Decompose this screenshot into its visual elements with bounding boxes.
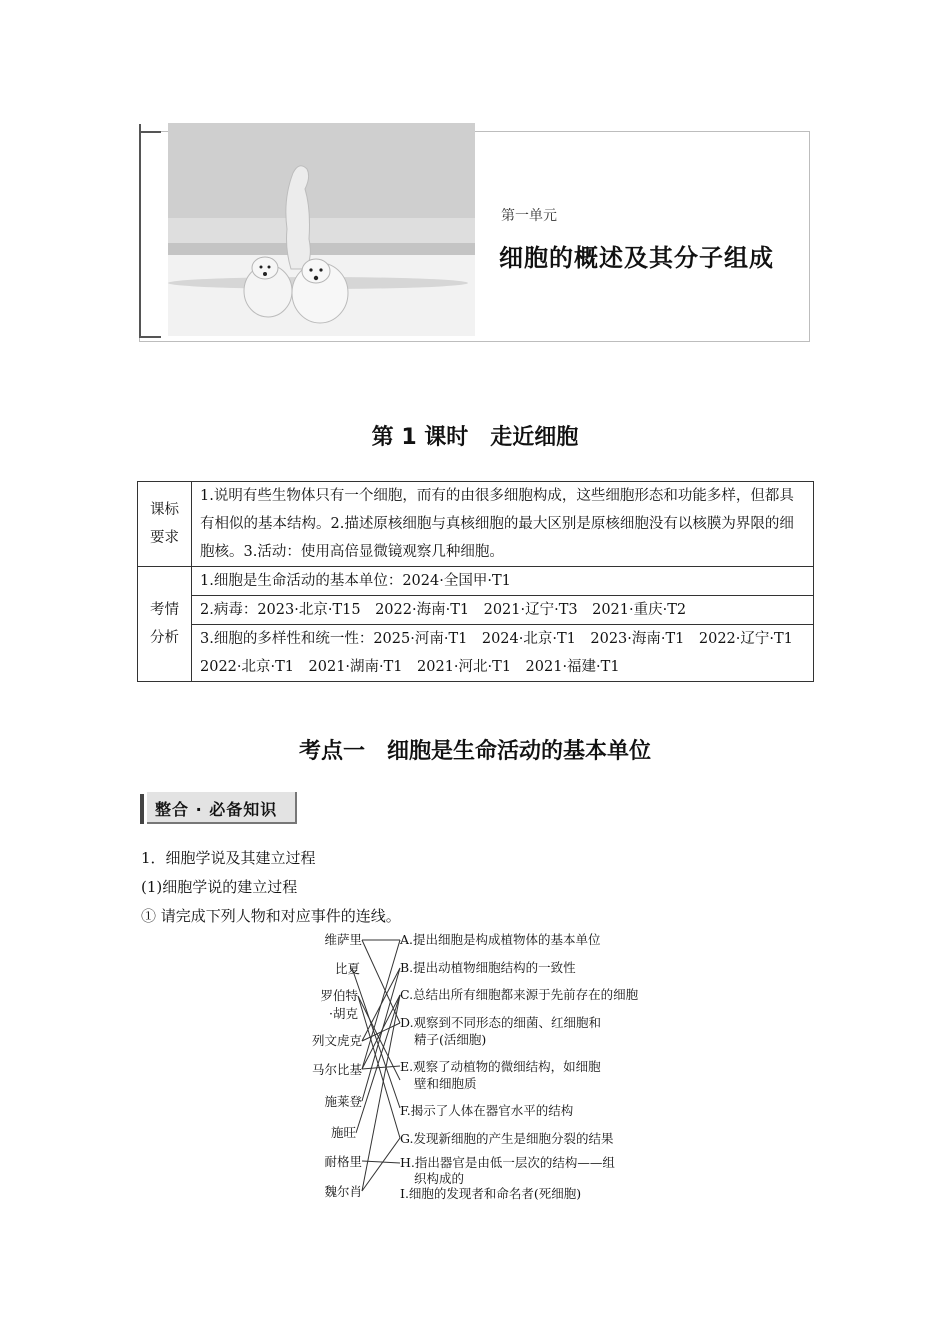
person-label: 列文虎克 [311,1033,362,1048]
person-label: ·胡克 [329,1006,358,1021]
requirement-text: 1.说明有些生物体只有一个细胞，而有的由很多细胞构成，这些细胞形态和功能多样，但都具有相似的基本结构。2.描述原核细胞与真核细胞的最大区别是原核细胞没有以核膜为界限的细胞核。3.活动：使用高倍显微镜观察几种细胞。 [192,482,814,567]
unit-title: 细胞的概述及其分子组成 [499,244,774,272]
section-tab-label: 整合 · 必备知识 [155,800,278,819]
paragraph: ① 请完成下列人物和对应事件的连线。 [141,907,401,925]
table-row [138,482,814,567]
analysis-head: 考情 分析 [138,567,192,682]
table-row [138,596,814,625]
table-row [138,567,814,596]
banner-corner-decoration [139,124,161,338]
person-label: 施旺 [330,1125,356,1140]
analysis-item: 1.细胞是生命活动的基本单位：2024·全国甲·T1 [192,567,814,596]
event-label: B.提出动植物细胞结构的一致性 [400,960,576,975]
person-label: 维萨里 [324,932,362,947]
paragraph: (1)细胞学说的建立过程 [141,878,298,896]
person-label: 耐格里 [324,1154,362,1169]
event-label: I.细胞的发现者和命名者(死细胞) [400,1186,582,1201]
requirement-head: 课标 要求 [138,482,192,567]
table-row [138,625,814,682]
analysis-item: 3.细胞的多样性和统一性：2025·河南·T1 2024·北京·T1 2023·海南·T1 2022·辽宁·T1 2022·北京·T1 2021·湖南·T1 2021·河北·T1 2021·福建·T1 [192,625,814,682]
person-label: 罗伯特 [320,988,358,1003]
section-tab-bar [140,794,144,824]
event-label: 精子(活细胞) [414,1032,487,1047]
event-label: 织构成的 [414,1171,465,1186]
person-label: 施莱登 [324,1094,362,1109]
event-label: D.观察到不同形态的细菌、红细胞和 [400,1015,602,1030]
person-label: 比夏 [334,961,360,976]
requirements-table [137,481,814,682]
paragraph: 1．细胞学说及其建立过程 [141,849,316,867]
event-label: G.发现新细胞的产生是细胞分裂的结果 [400,1131,614,1146]
polar-bear-photo [168,123,475,336]
unit-label: 第一单元 [501,208,557,224]
lesson-title: 第 1 课时 走近细胞 [371,425,579,450]
event-label: F.揭示了人体在器官水平的结构 [400,1103,574,1118]
matching-figure [300,928,660,1208]
event-label: E.观察了动植物的微细结构，如细胞 [400,1059,601,1074]
person-label: 马尔比基 [311,1062,362,1077]
analysis-item: 2.病毒：2023·北京·T15 2022·海南·T1 2021·辽宁·T3 2021·重庆·T2 [192,596,814,625]
kaodian-title: 考点一 细胞是生命活动的基本单位 [298,739,651,764]
event-label: H.指出器官是由低一层次的结构——组 [400,1155,615,1170]
polar-bear-illustration [168,123,475,336]
event-label: C.总结出所有细胞都来源于先前存在的细胞 [400,987,639,1002]
event-label: 壁和细胞质 [414,1076,477,1091]
event-label: A.提出细胞是构成植物体的基本单位 [400,932,601,947]
section-tab [140,792,300,826]
person-label: 魏尔肖 [324,1184,362,1199]
